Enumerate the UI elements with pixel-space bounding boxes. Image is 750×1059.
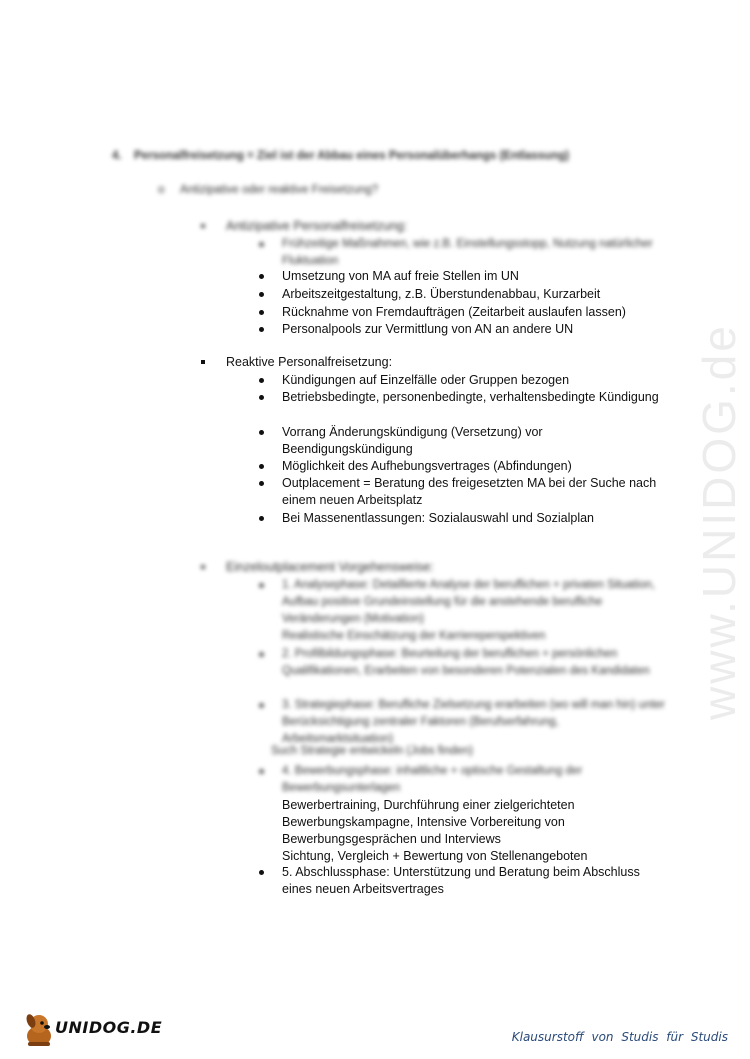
phase4-details: Bewerbertraining, Durchführung einer zielgerichteten Bewerbungskampagne, Intensive Vorbereitung von Bewerbungsgesprächen und Interviews Sichtung, Vergleich + Bewertung von Stellenangeboten bbox=[282, 798, 588, 863]
watermark: www.UNIDOG.de bbox=[693, 323, 745, 720]
heading-number: 4. bbox=[112, 150, 122, 162]
footer-tagline: Klausurstoff von Studis für Studis bbox=[511, 1030, 728, 1044]
list-item: 2. Profilbildungsphase: Beurteilung der beruflichen + persönlichen Qualifikationen, Erarbeiten von besonderen Potenzialen des Kandidaten bbox=[282, 646, 667, 680]
square-bullet-icon bbox=[201, 360, 205, 364]
list-item: 3. Strategiephase: Berufliche Zielsetzung erarbeiten (wo will man hin) unter Berücksichtigung zentraler Faktoren (Berufserfahrung, Arbeitsmarktsituation) bbox=[282, 697, 667, 748]
subheading-marker: o bbox=[158, 184, 165, 196]
list-item: Personalpools zur Vermittlung von AN an andere UN bbox=[282, 321, 667, 338]
square-bullet-icon bbox=[201, 565, 205, 569]
unidog-logo[interactable] bbox=[22, 1010, 163, 1050]
section-heading bbox=[112, 150, 569, 162]
logo-text: UNIDOG.DE bbox=[55, 1018, 163, 1037]
list-item: Betriebsbedingte, personenbedingte, verhaltensbedingte Kündigung bbox=[282, 389, 667, 406]
list-item: Umsetzung von MA auf freie Stellen im UN bbox=[282, 268, 667, 285]
square-bullet-icon bbox=[201, 224, 205, 228]
subheading bbox=[158, 184, 378, 196]
list-item: Möglichkeit des Aufhebungsvertrages (Abfindungen) bbox=[282, 458, 667, 475]
list-item: Vorrang Änderungskündigung (Versetzung) vor Beendigungskündigung bbox=[282, 424, 667, 458]
reactive-title: Reaktive Personalfreisetzung: bbox=[226, 355, 392, 369]
list-item: Kündigungen auf Einzelfälle oder Gruppen bezogen bbox=[282, 372, 667, 389]
anticipative-title: Antizipative Personalfreisetzung: bbox=[226, 219, 407, 233]
heading-text: Personalfreisetzung = Ziel ist der Abbau eines Personalüberhangs (Entlassung) bbox=[134, 150, 570, 162]
strategy-note: Such Strategie entwickeln (Jobs finden) bbox=[271, 745, 473, 757]
subheading-text: Antizipative oder reaktive Freisetzung? bbox=[180, 184, 379, 196]
list-item: 1. Analysephase: Detaillierte Analyse der beruflichen + privaten Situation, Aufbau positive Grundeinstellung für die anstehende berufliche Veränderungen (Motivation) Realistische Einschätzung der Karriereperspektiven bbox=[282, 577, 667, 645]
list-item: Frühzeitige Maßnahmen, wie z.B. Einstellungsstopp, Nutzung natürlicher Fluktuation bbox=[282, 236, 667, 270]
outplacement-title: Einzeloutplacement Vorgehensweise: bbox=[226, 560, 434, 574]
list-item: 4. Bewerbungsphase: inhaltliche + optische Gestaltung der Bewerbungsunterlagen bbox=[282, 763, 667, 797]
list-item: Bei Massenentlassungen: Sozialauswahl und Sozialplan bbox=[282, 510, 667, 527]
list-item: Rücknahme von Fremdaufträgen (Zeitarbeit auslaufen lassen) bbox=[282, 304, 667, 321]
list-item: Arbeitszeitgestaltung, z.B. Überstundenabbau, Kurzarbeit bbox=[282, 286, 667, 303]
list-item: 5. Abschlussphase: Unterstützung und Beratung beim Abschluss eines neuen Arbeitsvertrages bbox=[282, 864, 667, 898]
list-item: Outplacement = Beratung des freigesetzten MA bei der Suche nach einem neuen Arbeitsplatz bbox=[282, 475, 667, 509]
dog-icon bbox=[22, 1012, 56, 1048]
